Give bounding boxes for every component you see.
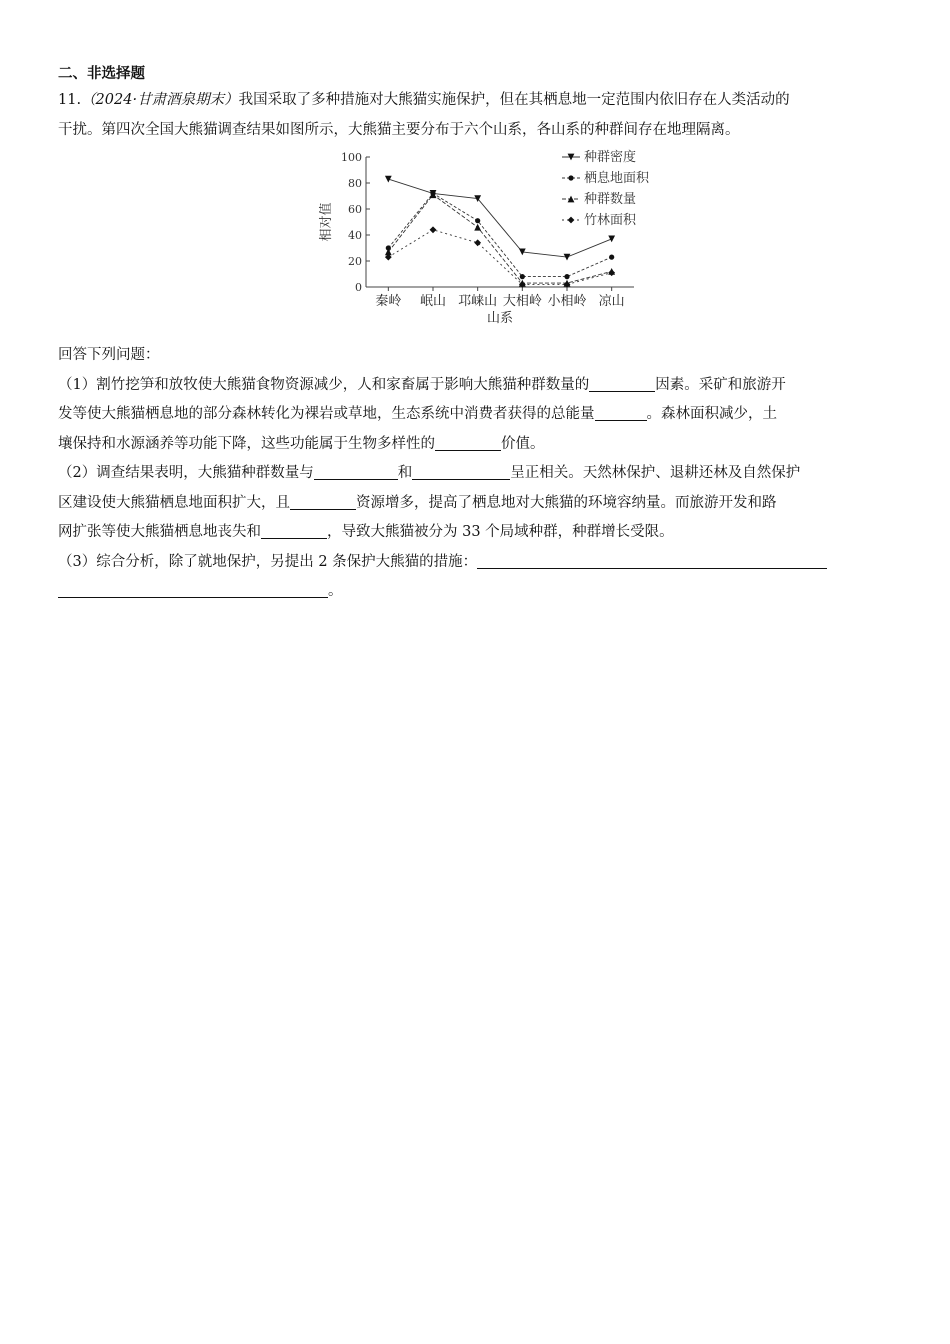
y-tick-label: 0: [355, 281, 362, 294]
question-stem: [58, 86, 894, 145]
sub1-text-a: （1）割竹挖笋和放牧使大熊猫食物资源减少，人和家畜属于影响大熊猫种群数量的: [58, 376, 590, 393]
x-axis-label: 山系: [486, 311, 514, 326]
section-title: 二、非选择题: [58, 66, 145, 82]
sub1-text-f: 价值。: [501, 435, 545, 452]
legend-label: 栖息地面积: [584, 171, 650, 186]
sub-question-2: [58, 459, 894, 548]
data-point: [475, 218, 480, 223]
line-chart: [58, 149, 894, 339]
legend-label: 种群密度: [584, 150, 637, 165]
stem-text-2: 干扰。第四次全国大熊猫调查结果如图所示，大熊猫主要分布于六个山系，各山系的种群间存在地理隔离。: [58, 121, 740, 138]
sub-question-1: [58, 371, 894, 460]
sub2-text-a: （2）调查结果表明，大熊猫种群数量与: [58, 465, 314, 481]
answer-blank-1[interactable]: [589, 373, 655, 392]
y-tick-label: 40: [348, 229, 362, 242]
answer-blank-6[interactable]: [290, 491, 356, 510]
answer-blank-4[interactable]: [314, 461, 398, 480]
x-tick-label: 凉山: [598, 294, 625, 309]
sub2-text-c: 呈正相关。天然林保护、退耕还林及自然保护: [510, 465, 801, 481]
legend-label: 竹林面积: [584, 213, 637, 228]
y-tick-label: 20: [348, 255, 362, 268]
y-tick-label: 80: [348, 177, 362, 190]
answer-blank-7[interactable]: [261, 520, 327, 539]
sub2-text-e: 资源增多，提高了栖息地对大熊猫的环境容纳量。而旅游开发和路: [356, 494, 777, 511]
data-point: [430, 226, 437, 233]
question-number: 11.: [58, 92, 82, 108]
x-tick-label: 岷山: [419, 294, 447, 309]
sub3-text-a: （3）综合分析，除了就地保护，另提出 2 条保护大熊猫的措施：: [58, 553, 478, 570]
legend-marker: [568, 217, 575, 224]
answer-blank-5[interactable]: [412, 461, 510, 480]
x-tick-label: 大相岭: [502, 294, 542, 309]
data-point: [474, 239, 481, 246]
series-line: [388, 179, 611, 257]
data-point: [520, 274, 525, 279]
chart-svg: [316, 149, 686, 339]
data-point: [564, 274, 569, 279]
series-line: [388, 230, 611, 285]
answer-line-2[interactable]: [58, 579, 328, 598]
x-tick-label: 秦岭: [375, 294, 402, 309]
sub2-text-d: 区建设使大熊猫栖息地面积扩大，且: [58, 494, 290, 511]
series-line: [388, 195, 611, 283]
sub1-text-b: 因素。采矿和旅游开: [655, 376, 786, 393]
sub1-text-c: 发等使大熊猫栖息地的部分森林转化为裸岩或草地，生态系统中消费者获得的总能量: [58, 406, 595, 422]
sub3-end-mark: 。: [328, 583, 343, 599]
answer-prompt: 回答下列问题：: [58, 347, 160, 363]
question-source: （2024·甘肃酒泉期末）: [81, 92, 239, 108]
y-tick-label: 100: [341, 151, 362, 164]
data-point: [385, 176, 392, 183]
stem-text-1: 我国采取了多种措施对大熊猫实施保护，但在其栖息地一定范围内依旧存在人类活动的: [238, 92, 790, 108]
legend-marker: [568, 175, 573, 180]
data-point: [608, 236, 615, 243]
series-line: [388, 193, 611, 276]
data-point: [608, 269, 615, 276]
sub1-text-e: 壤保持和水源涵养等功能下降，这些功能属于生物多样性的: [58, 435, 435, 452]
worksheet-page: [58, 62, 894, 607]
x-tick-label: 邛崃山: [458, 294, 498, 309]
data-point: [474, 224, 481, 231]
answer-line-1[interactable]: [477, 550, 827, 569]
y-tick-label: 60: [348, 203, 362, 216]
answer-blank-2[interactable]: [595, 402, 647, 421]
x-tick-label: 小相岭: [547, 294, 587, 309]
legend-label: 种群数量: [584, 192, 637, 207]
sub2-text-g: ，导致大熊猫被分为 33 个局域种群，种群增长受限。: [327, 524, 674, 540]
data-point: [609, 255, 614, 260]
sub-question-3: [58, 548, 894, 607]
sub2-text-f: 网扩张等使大熊猫栖息地丧失和: [58, 524, 261, 540]
answer-blank-3[interactable]: [435, 432, 501, 451]
y-axis-label: 相对值: [319, 202, 334, 242]
sub2-text-b: 和: [397, 465, 413, 481]
sub1-text-d: 。森林面积减少，土: [646, 406, 777, 422]
